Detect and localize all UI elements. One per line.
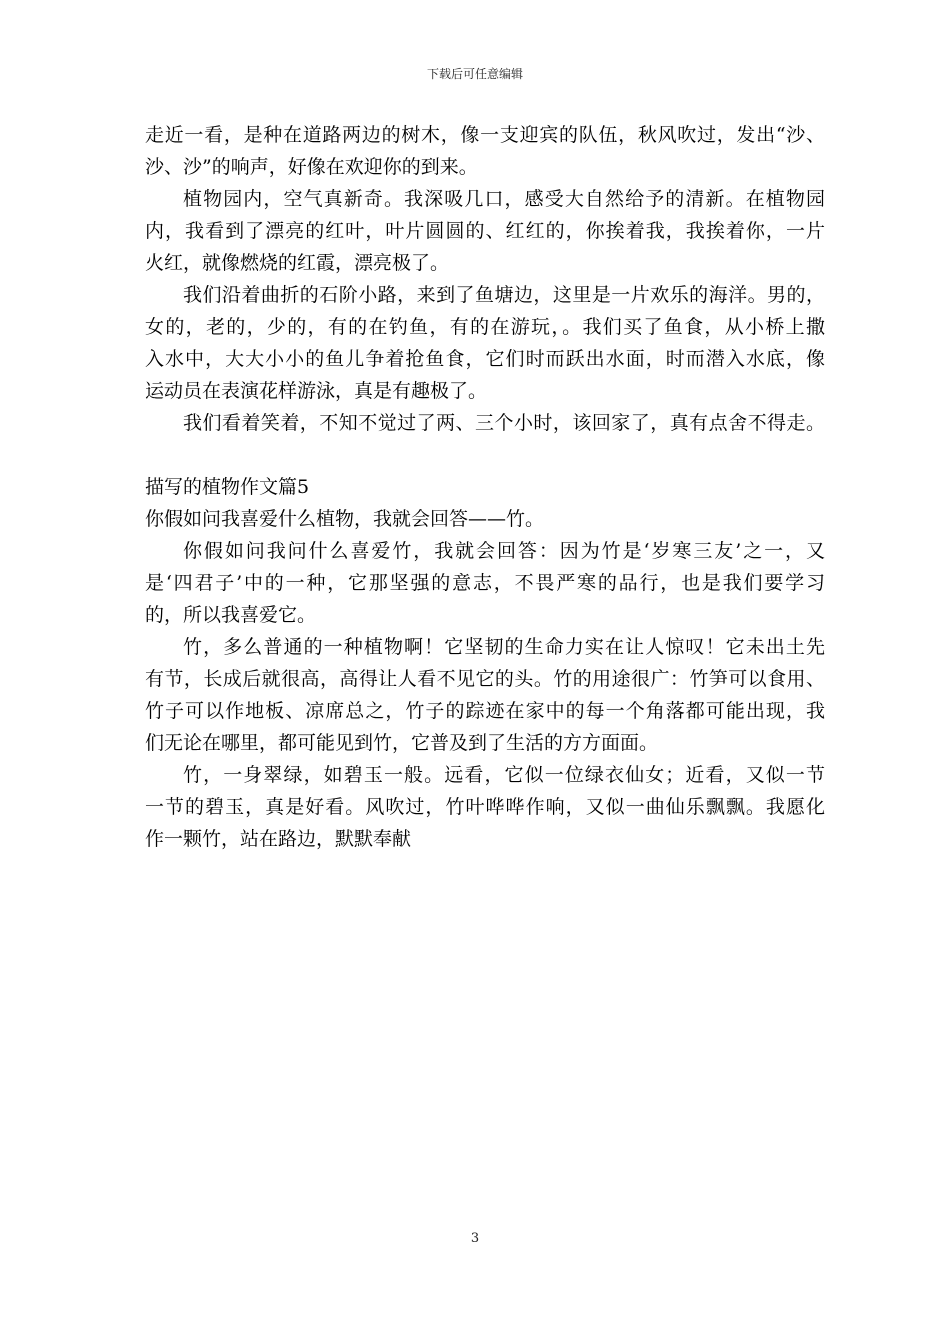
- text-line: 是‘四君子’中的一种，它那坚强的意志，不畏严寒的品行，也是我们要学习: [145, 572, 825, 594]
- text-line: 我们沿着曲折的石阶小路，来到了鱼塘边，这里是一片欢乐的海洋。男的，: [183, 284, 825, 306]
- paragraph: [145, 763, 825, 851]
- text-line: 内，我看到了漂亮的红叶，叶片圆圆的、红红的，你挨着我，我挨着你，一片: [145, 220, 825, 242]
- text-line: 入水中，大大小小的鱼儿争着抢鱼食，它们时而跃出水面，时而潜入水底，像: [145, 348, 825, 370]
- page-number: 3: [470, 1231, 480, 1246]
- document-body: [145, 123, 825, 851]
- text-line: 走近一看，是种在道路两边的树木，像一支迎宾的队伍，秋风吹过，发出“沙、: [145, 124, 825, 146]
- text-line: 女的，老的，少的，有的在钓鱼，有的在游玩，。我们买了鱼食，从小桥上撒: [145, 316, 825, 338]
- text-line: 运动员在表演花样游泳，真是有趣极了。: [145, 380, 488, 402]
- text-line: 一节的碧玉，真是好看。风吹过，竹叶哗哗作响，又似一曲仙乐飘飘。我愿化: [145, 796, 825, 818]
- text-line: 竹子可以作地板、凉席总之，竹子的踪迹在家中的每一个角落都可能出现，我: [145, 700, 825, 722]
- section-title: 描写的植物作文篇5: [145, 476, 310, 498]
- text-line: 的，所以我喜爱它。: [145, 604, 317, 626]
- paragraph: [145, 635, 825, 755]
- text-line: 你假如问我问什么喜爱竹，我就会回答：因为竹是‘岁寒三友’之一，又: [183, 540, 825, 562]
- text-line: 我们看着笑着，不知不觉过了两、三个小时，该回家了，真有点舍不得走。: [183, 412, 825, 434]
- text-line: 们无论在哪里，都可能见到竹，它普及到了生活的方方面面。: [145, 732, 659, 754]
- text-line: 作一颗竹，站在路边，默默奉献: [145, 828, 412, 850]
- text-line: 竹，一身翠绿，如碧玉一般。远看，它似一位绿衣仙女；近看，又似一节: [183, 764, 825, 786]
- text-line: 火红，就像燃烧的红霞，漂亮极了。: [145, 252, 450, 274]
- paragraph: [145, 507, 825, 531]
- paragraph: [145, 283, 825, 403]
- text-line: 植物园内，空气真新奇。我深吸几口，感受大自然给予的清新。在植物园: [183, 188, 825, 210]
- text-line: 沙、沙”的响声，好像在欢迎你的到来。: [145, 156, 478, 178]
- paragraph: [145, 187, 825, 275]
- paragraph: [145, 123, 825, 179]
- paragraph: [145, 539, 825, 627]
- text-line: 你假如问我喜爱什么植物，我就会回答——竹。: [145, 508, 545, 530]
- text-line: 竹，多么普通的一种植物啊！它坚韧的生命力实在让人惊叹！它未出土先: [183, 636, 825, 658]
- text-line: 有节，长成后就很高，高得让人看不见它的头。竹的用途很广：竹笋可以食用、: [145, 668, 825, 690]
- paragraph: [145, 411, 825, 435]
- page-header: 下载后可任意编辑: [426, 67, 523, 81]
